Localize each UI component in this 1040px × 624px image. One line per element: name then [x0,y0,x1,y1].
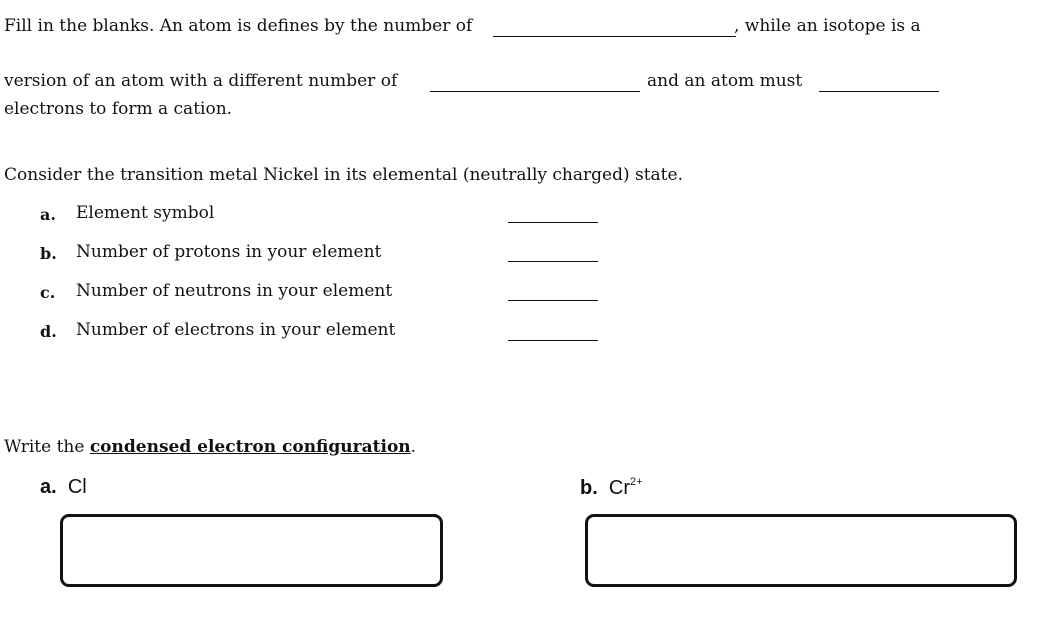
item-c-text: Number of neutrons in your element [76,281,393,301]
item-b-letter: b. [40,244,57,263]
item-b-blank[interactable] [508,261,598,262]
config-prompt-end: . [410,437,417,457]
fill-line-1-start: Fill in the blanks. An atom is defines by the number of [4,16,473,36]
config-prompt [4,437,416,457]
item-a-letter: a. [40,205,56,224]
answer-box-b[interactable] [585,514,1017,587]
blank-1[interactable] [493,36,736,37]
fill-line-3: electrons to form a cation. [4,99,233,119]
config-a-letter: a. [40,476,57,498]
fill-line-1-end: , while an isotope is a [734,16,921,36]
nickel-prompt: Consider the transition metal Nickel in its elemental (neutrally charged) state. [4,165,683,185]
item-a-blank[interactable] [508,222,598,223]
config-b-species: Cr [608,477,631,499]
config-b-letter: b. [580,477,598,499]
config-prompt-start: Write the [4,437,90,457]
answer-box-a[interactable] [60,514,443,587]
item-d-letter: d. [40,322,57,341]
item-d-blank[interactable] [508,340,598,341]
fill-line-1 [4,16,472,36]
item-d-text: Number of electrons in your element [76,320,396,340]
fill-line-2-start: version of an atom with a different number of [4,71,398,91]
item-a-text: Element symbol [76,203,215,223]
config-b-label [580,476,643,500]
item-c-blank[interactable] [508,300,598,301]
blank-2[interactable] [430,91,640,92]
config-a-species: Cl [67,476,87,498]
fill-line-2-mid: and an atom must [647,71,803,91]
config-a-label [40,476,87,499]
config-prompt-bold: condensed electron configuration [89,437,411,457]
blank-3[interactable] [819,91,939,92]
item-c-letter: c. [40,283,56,302]
item-b-text: Number of protons in your element [76,242,382,262]
config-b-charge: 2+ [630,476,643,488]
